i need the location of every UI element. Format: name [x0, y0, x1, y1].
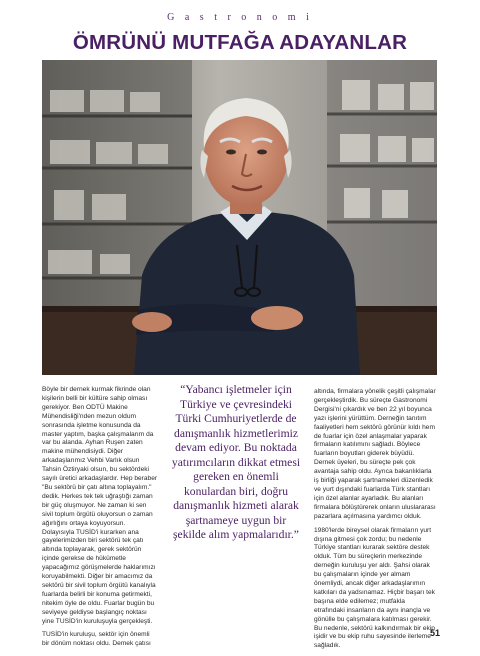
- paragraph: Böyle bir dernek kurmak fikrinde olan kişilerin belli bir kültüre sahip olması gerekiyor. Ben ODTÜ Makine Mühendisliği'nden mezun oldum sonrasında işletme konusunda da master yaptım, başka çalışmalarım da var bu alanda. Ayhan Ruşen zaten makine mühendisiydi. Diğer arkadaşlarımız Vehbi Varlık olsun Tahsin Öztiryaki olsun, bu sektördeki sayılı üretici arkadaşlardır. Hep beraber "Bu sektörü bir çatı altına toplayalım." dedik. Herkes tek tek uğraştığı zaman bir güç oluşmuyor. Ne zaman ki sen sivil toplum örgütü oluyorsun o zaman ağırlığını ortaya koyuyorsun. Dolayısıyla TUSİD'i kurarken ana gayelerimizden biri sektörü tek çatı altında toplayarak, gerek sektörün içinde gerekse de hükümetle yapacağımız görüşmelerde haklarımızı koruyabilmekti. Diğer bir amacımız da sektörü bir sivil toplum örgütü kanalıyla fuarlarda belirli bir konuma getirmekti, nitekim öyle de oldu. Fuarlar bugün bu seviyeye geldiyse başlangıç noktası yine TUSİD'in kuruluşuyla gerçekleşti.: [42, 386, 158, 625]
- pull-quote: “Yabancı işletmeler için Türkiye ve çevresindeki Türki Cumhuriyetlerde de danışmanlık hizmetlerimiz devam ediyor. Bu noktada yatırımcıların dikkat etmesi gereken en önemli konulardan biri, doğru danışmanlık hizmeti alarak şartnameye uygun bir şekilde alım yapmalarıdır.”: [171, 383, 301, 541]
- page-number: 51: [429, 628, 440, 638]
- left-text-column: [42, 386, 158, 654]
- paragraph: 1980'lerde bireysel olarak firmaların yurt dışına gitmesi çok zordu; bu nedenle Türkiye stantları kurarak sektöre destek olduk. Tüm bu süreçlerin merkezinde derneğin kuruluşu yer aldı. Şahsi olarak bu çalışmaların içinde yer almam önemliydi, ancak diğer arkadaşlarımın katkıları da yadsınamaz. Hiçbir başarı tek başına elde edilemez; mutfakla etrafındaki insanların da aynı inançla ve gönülle bu çalışmalara katılması gerekir. Bu nedenle, sektörü kalkındırmak bir ekip işidir ve bu ekip ruhu sayesinde ilerleme sağladık.: [314, 526, 435, 650]
- portrait-photo: [42, 60, 437, 375]
- paragraph: TUSİD'in kuruluşu, sektör için önemli bir dönüm noktası oldu. Demek çatısı: [42, 631, 151, 648]
- right-text-column: [314, 388, 436, 656]
- paragraph: altında, firmalara yönelik çeşitli çalışmalar gerçekleştirdik. Bu süreçte Gastronomi Dergisi'ni çıkardık ve ben 22 yıl boyunca yazı işlerini yürüttüm. Derneğin tanıtım faaliyetleri hem sektörü görünür kıldı hem de fuarlar için özel anlaşmalar yaparak firmaların katılımını sağladı. Böylece fuarların boyutları giderek büyüdü. Dernek üyeleri, bu süreçte pek çok avantaja sahip oldu. Ayrıca bakanlıklarla iş birliği yaparak şartnameleri düzenledik ve yurt dışındaki fuarlarda Türk stantları için özel alanlar ayarladık. Bu alanları firmalara bölüştürerek onların uluslararası pazarlara açılmasına yardımcı olduk.: [314, 388, 436, 520]
- article-headline: ÖMRÜNÜ MUTFAĞA ADAYANLAR: [72, 31, 408, 54]
- section-label: G a s t r o n o m i: [167, 12, 313, 23]
